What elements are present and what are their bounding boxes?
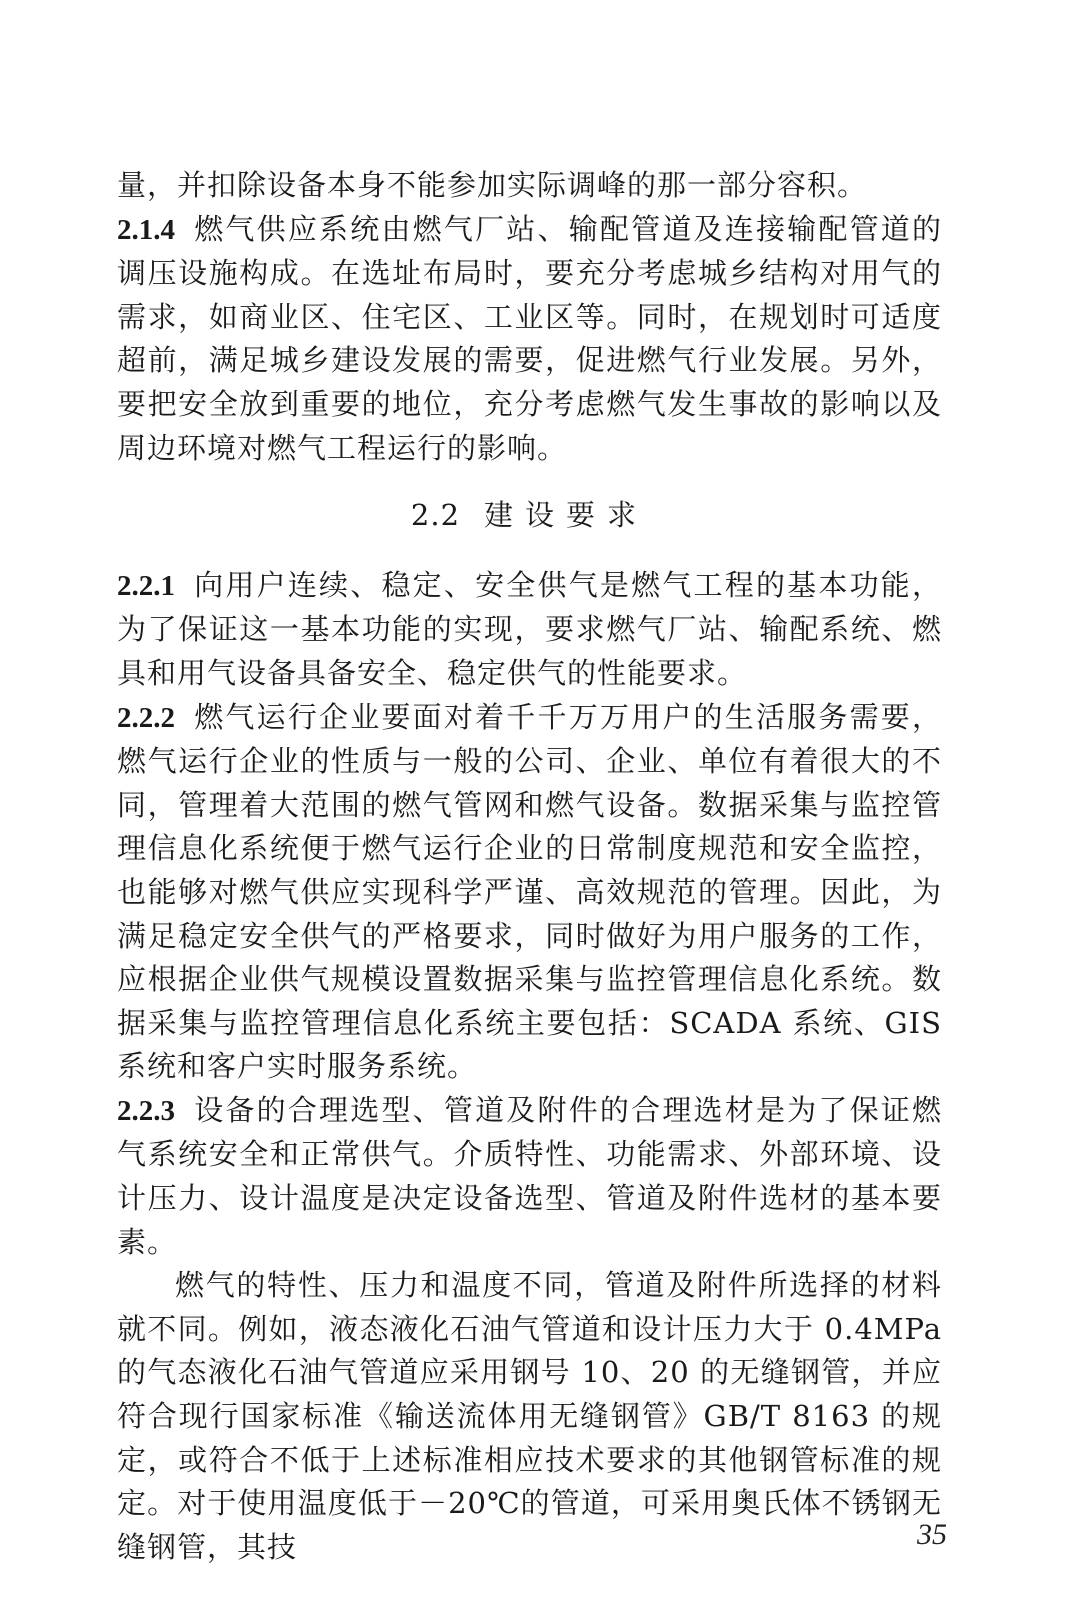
clause-number: 2.1.4 (117, 213, 175, 246)
clause-2-2-2 (117, 696, 942, 1089)
page-number: 35 (917, 1518, 947, 1551)
clause-2-2-1 (117, 564, 942, 696)
paragraph-text: 量，并扣除设备本身不能参加实际调峰的那一部分容积。 (117, 168, 868, 202)
paragraph-text: 燃气供应系统由燃气厂站、输配管道及连接输配管道的调压设施构成。在选址布局时，要充分考虑城乡结构对用气的需求，如商业区、住宅区、工业区等。同时，在规划时可适度超前，满足城乡建设发展的需要，促进燃气行业发展。另外，要把安全放到重要的地位，充分考虑燃气发生事故的影响以及周边环境对燃气工程运行的影响。 (117, 211, 942, 465)
clause-number: 2.2.2 (117, 701, 175, 734)
paragraph-text: 设备的合理选型、管道及附件的合理选材是为了保证燃气系统安全和正常供气。介质特性、功能需求、外部环境、设计压力、设计温度是决定设备选型、管道及附件选材的基本要素。 (117, 1092, 942, 1259)
clause-number: 2.2.3 (117, 1094, 175, 1127)
clause-number: 2.2.1 (117, 569, 175, 602)
paragraph-text: 燃气运行企业要面对着千千万万用户的生活服务需要，燃气运行企业的性质与一般的公司、企业、单位有着很大的不同，管理着大范围的燃气管网和燃气设备。数据采集与监控管理信息化系统便于燃气运行企业的日常制度规范和安全监控，也能够对燃气供应实现科学严谨、高效规范的管理。因此，为满足稳定安全供气的严格要求，同时做好为用户服务的工作，应根据企业供气规模设置数据采集与监控管理信息化系统。数据采集与监控管理信息化系统主要包括：SCADA 系统、GIS 系统和客户实时服务系统。 (117, 699, 942, 1084)
clause-2-2-3 (117, 1089, 942, 1264)
indented-paragraph (117, 1264, 942, 1569)
section-title: 建设要求 (484, 498, 649, 533)
paragraph-text: 向用户连续、稳定、安全供气是燃气工程的基本功能，为了保证这一基本功能的实现，要求燃气厂站、输配系统、燃具和用气设备具备安全、稳定供气的性能要求。 (117, 567, 942, 690)
section-number: 2.2 (410, 498, 461, 533)
paragraph-text: 燃气的特性、压力和温度不同，管道及附件所选择的材料就不同。例如，液态液化石油气管道和设计压力大于 0.4MPa 的气态液化石油气管道应采用钢号 10、20 的无缝钢管，并应符合现行国家标准《输送流体用无缝钢管》GB/T 8163 的规定，或符合不低于上述标准相应技术要求的其他钢管标准的规定。对于使用温度低于－20℃的管道，可采用奥氏体不锈钢无缝钢管，其技 (117, 1268, 942, 1564)
clause-2-1-4 (117, 208, 942, 471)
section-heading (117, 494, 942, 538)
paragraph-continuation (117, 164, 942, 208)
body-text (117, 164, 942, 1569)
